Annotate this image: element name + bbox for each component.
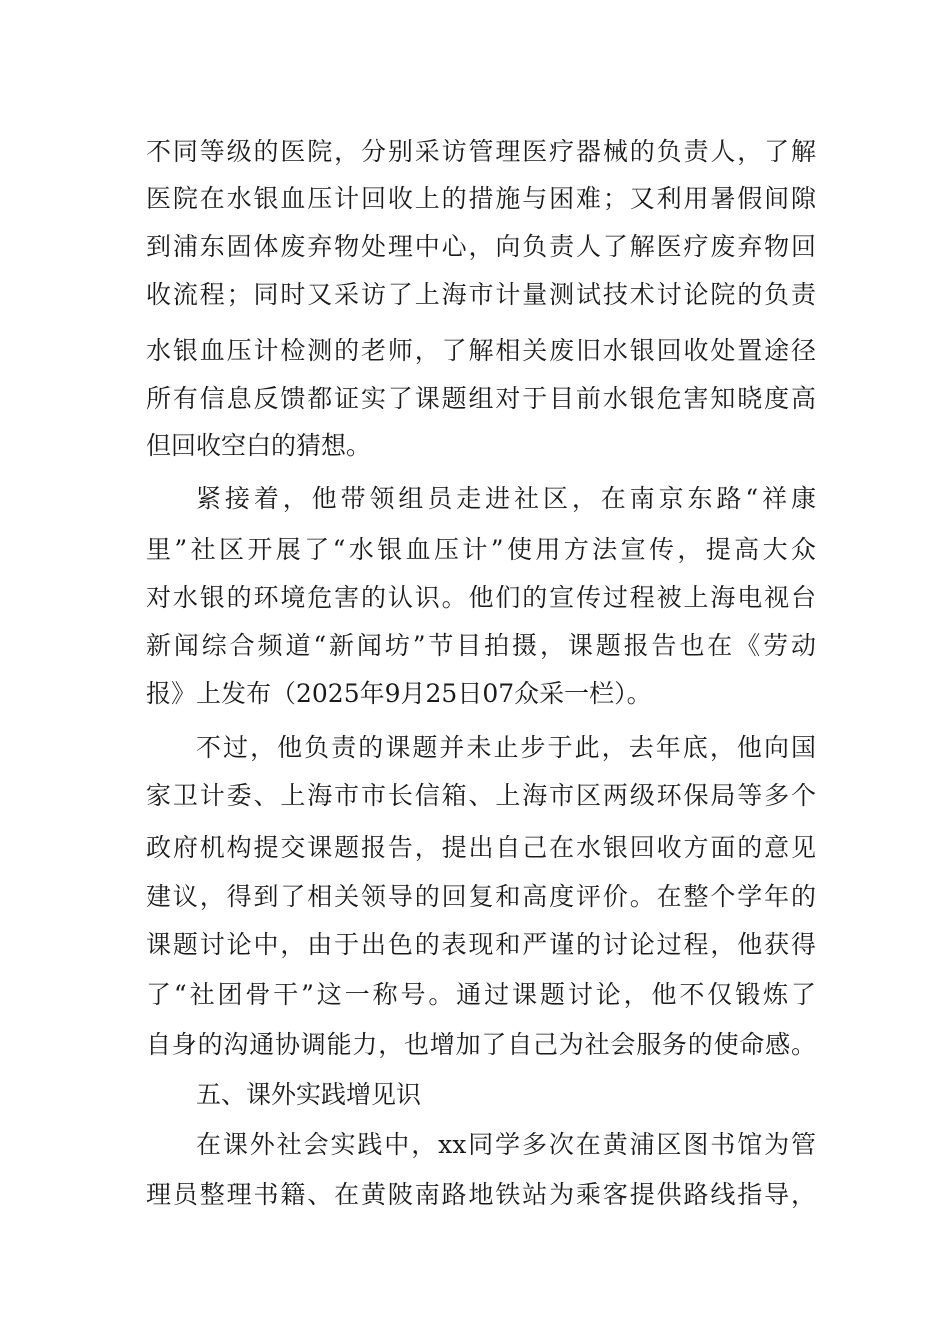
text-line-17: 课题讨论中，由于出色的表现和严谨的讨论过程，他获得 bbox=[146, 930, 816, 959]
section-heading: 五、课外实践增见识 bbox=[196, 1080, 422, 1109]
text-line-5: 水银血压计检测的老师，了解相关废旧水银回收处置途径 bbox=[146, 336, 816, 365]
text-line-9: 里”社区开展了“水银血压计”使用方法宣传，提高大众 bbox=[146, 535, 816, 564]
text-line-22: 理员整理书籍、在黄陂南路地铁站为乘客提供路线指导， bbox=[146, 1180, 816, 1209]
text-line-12: 报》上发布（2025年9月25日07众采一栏）。 bbox=[146, 679, 652, 708]
text-line-10: 对水银的环境危害的认识。他们的宣传过程被上海电视台 bbox=[146, 583, 816, 612]
text-line-1: 不同等级的医院，分别采访管理医疗器械的负责人，了解 bbox=[146, 137, 816, 166]
text-line-13: 不过，他负责的课题并未止步于此，去年底，他向国 bbox=[196, 733, 816, 762]
text-line-3: 到浦东固体废弃物处理中心，向负责人了解医疗废弃物回 bbox=[146, 232, 816, 261]
text-line-21: 在课外社会实践中，xx同学多次在黄浦区图书馆为管 bbox=[196, 1130, 816, 1159]
text-line-2: 医院在水银血压计回收上的措施与困难；又利用暑假间隙 bbox=[146, 184, 816, 213]
text-line-15: 政府机构提交课题报告，提出自己在水银回收方面的意见 bbox=[146, 833, 816, 862]
text-line-14: 家卫计委、上海市市长信箱、上海市区两级环保局等多个 bbox=[146, 781, 816, 810]
text-line-19: 自身的沟通协调能力，也增加了自己为社会服务的使命感。 bbox=[146, 1030, 816, 1059]
text-line-18: 了“社团骨干”这一称号。通过课题讨论，他不仅锻炼了 bbox=[146, 980, 816, 1009]
text-line-4: 收流程；同时又采访了上海市计量测试技术讨论院的负责 bbox=[146, 280, 816, 309]
text-line-11: 新闻综合频道“新闻坊”节目拍摄，课题报告也在《劳动 bbox=[146, 631, 816, 660]
text-line-8: 紧接着，他带领组员走进社区，在南京东路“祥康 bbox=[196, 484, 816, 513]
text-line-6: 所有信息反馈都证实了课题组对于目前水银危害知晓度高 bbox=[146, 384, 816, 413]
text-line-16: 建议，得到了相关领导的回复和高度评价。在整个学年的 bbox=[146, 882, 816, 911]
text-line-7: 但回收空白的猜想。 bbox=[146, 431, 372, 460]
